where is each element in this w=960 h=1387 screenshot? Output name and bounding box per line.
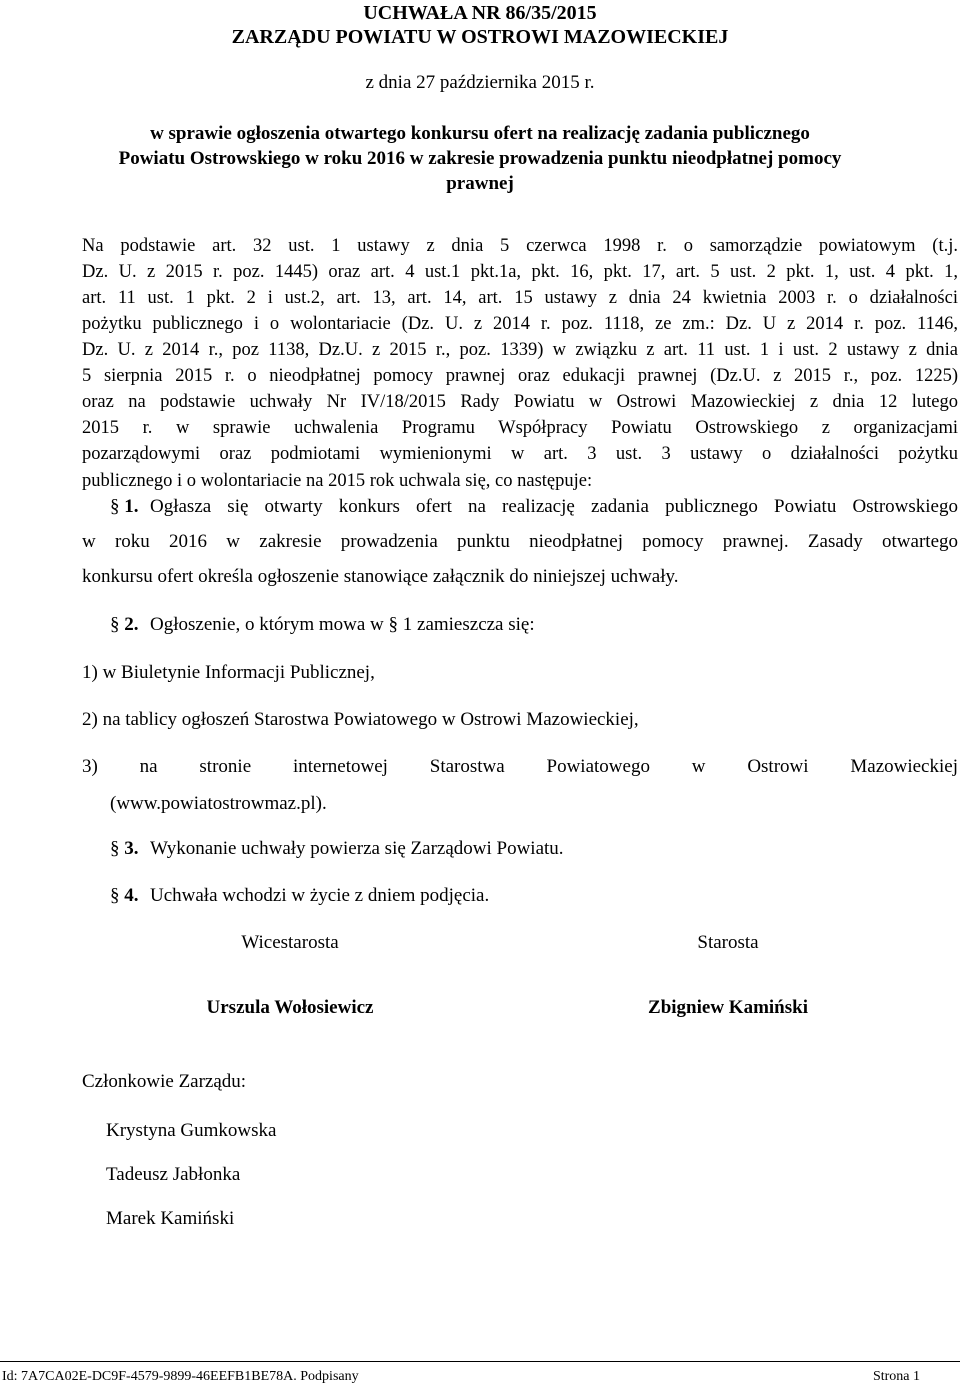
section-2-text: Ogłoszenie, o którym mowa w § 1 zamieszcza się:	[150, 614, 535, 635]
section-1-line-1: Ogłasza się otwarty konkurs ofert na realizację zadania publicznego Powiatu Ostrowskiego	[150, 496, 958, 517]
document-title-authority: ZARZĄDU POWIATU W OSTROWI MAZOWIECKIEJ	[231, 26, 729, 48]
preamble-line: pozarządowymi oraz podmiotami wymienionymi w art. 3 ust. 3 ustawy o działalności pożytku	[82, 444, 958, 464]
section-2-marker: § 2.	[110, 614, 139, 635]
section-2-item-3-url: (www.powiatostrowmaz.pl).	[110, 793, 327, 814]
board-label: Członkowie Zarządu:	[82, 1071, 247, 1092]
signature-right-name: Zbigniew Kamiński	[648, 997, 808, 1018]
document-title: UCHWAŁA NR 86/35/2015	[363, 2, 597, 24]
footer-rule	[0, 1361, 960, 1362]
preamble-line: Na podstawie art. 32 ust. 1 ustawy z dnia 5 czerwca 1998 r. o samorządzie powiatowym (t.j.	[82, 236, 958, 256]
footer-page-number: Strona 1	[872, 1369, 920, 1384]
subject-line-3: prawnej	[446, 173, 514, 194]
preamble-line: Dz. U. z 2014 r., poz 1138, Dz.U. z 2015 r., poz. 1339) w związku z art. 11 ust. 1 i ust. 2 ustawy z dnia	[82, 340, 958, 360]
signature-right-role: Starosta	[697, 932, 759, 953]
section-1-line-3: konkursu ofert określa ogłoszenie stanowiące załącznik do niniejszej uchwały.	[82, 566, 679, 587]
section-2-item-3: 3) na stronie internetowej Starostwa Powiatowego w Ostrowi Mazowieckiej	[82, 756, 958, 777]
footer-document-id: Id: 7A7CA02E-DC9F-4579-9899-46EEFB1BE78A. Podpisany	[2, 1369, 359, 1384]
board-member: Marek Kamiński	[106, 1208, 235, 1229]
section-3-marker: § 3.	[110, 838, 139, 859]
section-3-text: Wykonanie uchwały powierza się Zarządowi Powiatu.	[150, 838, 564, 859]
section-4-marker: § 4.	[110, 885, 139, 906]
section-1-marker: § 1.	[110, 496, 139, 517]
section-4-text: Uchwała wchodzi w życie z dniem podjęcia.	[150, 885, 490, 906]
signature-left-role: Wicestarosta	[241, 932, 339, 953]
section-1-line-2: w roku 2016 w zakresie prowadzenia punktu nieodpłatnej pomocy prawnej. Zasady otwartego	[82, 531, 958, 552]
section-2-item-2: 2) na tablicy ogłoszeń Starostwa Powiatowego w Ostrowi Mazowieckiej,	[82, 709, 639, 730]
board-member: Krystyna Gumkowska	[106, 1120, 277, 1141]
preamble-line: oraz na podstawie uchwały Nr IV/18/2015 Rady Powiatu w Ostrowi Mazowieckiej z dnia 12 lutego	[82, 392, 958, 412]
section-2-item-1: 1) w Biuletynie Informacji Publicznej,	[82, 662, 375, 683]
preamble-line: pożytku publicznego i o wolontariacie (Dz. U. z 2014 r. poz. 1118, ze zm.: Dz. U z 2014 r. poz. 1146,	[82, 314, 958, 334]
preamble-line: art. 11 ust. 1 pkt. 2 i ust.2, art. 13, art. 14, art. 15 ustawy z dnia 24 kwietnia 2003 r. o działalności	[82, 288, 958, 308]
subject-line-2: Powiatu Ostrowskiego w roku 2016 w zakresie prowadzenia punktu nieodpłatnej pomocy	[118, 148, 842, 169]
preamble-line: publicznego i o wolontariacie na 2015 rok uchwala się, co następuje:	[82, 471, 593, 491]
preamble-line: Dz. U. z 2015 r. poz. 1445) oraz art. 4 ust.1 pkt.1a, pkt. 16, pkt. 17, art. 5 ust. 2 pkt. 1, ust. 4 pkt. 1,	[82, 262, 958, 282]
subject-line-1: w sprawie ogłoszenia otwartego konkursu ofert na realizację zadania publicznego	[150, 123, 810, 144]
signature-left-name: Urszula Wołosiewicz	[206, 997, 374, 1018]
board-member: Tadeusz Jabłonka	[106, 1164, 241, 1185]
preamble-line: 2015 r. w sprawie uchwalenia Programu Współpracy Powiatu Ostrowskiego z organizacjami	[82, 418, 958, 438]
preamble-line: 5 sierpnia 2015 r. o nieodpłatnej pomocy prawnej oraz edukacji prawnej (Dz.U. z 2015 r., poz. 1225)	[82, 366, 958, 386]
document-date: z dnia 27 października 2015 r.	[365, 72, 595, 93]
